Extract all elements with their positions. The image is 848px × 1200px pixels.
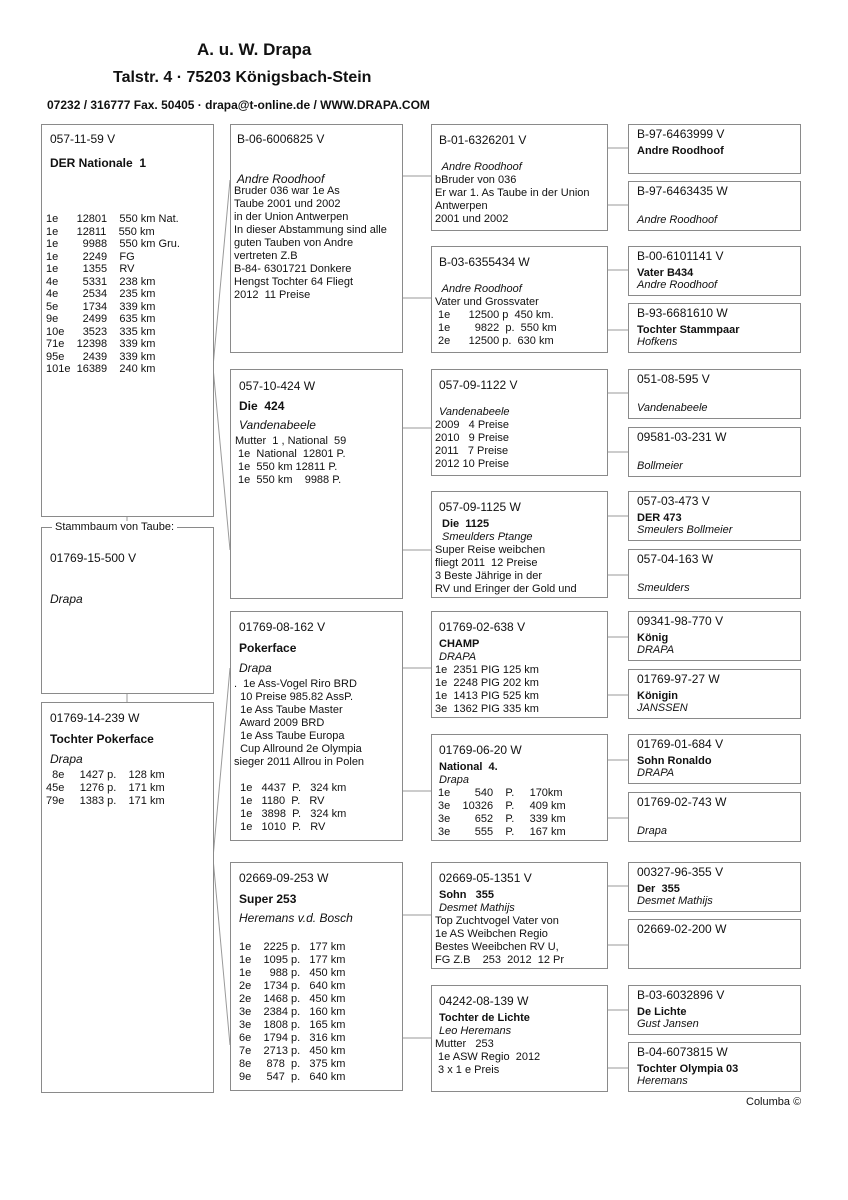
- ring-number: 01769-01-684 V: [637, 737, 724, 751]
- connector-line: [213, 367, 230, 550]
- breeder-name: Andre Roodhoof: [637, 279, 718, 291]
- pedigree-legend: Stammbaum von Taube:: [52, 521, 177, 533]
- text-line: Taube 2001 und 2002: [234, 198, 341, 210]
- text-line: [234, 769, 364, 782]
- ancestor-card[interactable]: [628, 669, 801, 719]
- text-line: 1e 1095 p. 177 km: [239, 954, 346, 966]
- grandparent-card-ff[interactable]: [230, 124, 403, 353]
- text-line: fliegt 2011 12 Preise: [435, 557, 538, 569]
- text-line: Top Zuchtvogel Vater von: [435, 915, 559, 927]
- breeder-name: Smeulders Ptange: [439, 531, 533, 543]
- breeder-name: Vandenabeele: [637, 402, 708, 414]
- great-grandparent-card[interactable]: [431, 369, 608, 476]
- pigeon-name: Der 355: [637, 883, 680, 895]
- ring-number: B-97-6463435 W: [637, 184, 728, 198]
- text-line: 2010 9 Preise: [435, 432, 509, 444]
- text-line: 10e 3523 335 km: [46, 325, 156, 338]
- ancestor-card[interactable]: [628, 246, 801, 296]
- text-line: Er war 1. As Taube in der Union: [435, 187, 590, 199]
- ancestor-card[interactable]: [628, 549, 801, 599]
- breeder-name: Desmet Mathijs: [439, 902, 515, 914]
- pigeon-name: Andre Roodhoof: [637, 145, 724, 157]
- breeder-name: Drapa: [239, 661, 272, 675]
- pigeon-name: CHAMP: [439, 638, 480, 650]
- ring-number: 01769-02-638 V: [439, 620, 526, 634]
- text-line: 3e 555 P. 167 km: [435, 826, 566, 838]
- ancestor-card[interactable]: [628, 181, 801, 231]
- great-grandparent-card[interactable]: [431, 611, 608, 718]
- ring-number: B-00-6101141 V: [637, 249, 724, 263]
- breeder-name: Andre Roodhoof: [439, 283, 522, 295]
- text-line: Bruder 036 war 1e As: [234, 185, 340, 197]
- text-line: 2e 1734 p. 640 km: [239, 980, 346, 992]
- breeder-address: Talstr. 4 · 75203 Königsbach-Stein: [113, 69, 372, 86]
- breeder-name: Leo Heremans: [439, 1025, 512, 1037]
- breeder-name: Hofkens: [637, 336, 678, 348]
- breeder-name: Drapa: [50, 752, 83, 766]
- great-grandparent-card[interactable]: [431, 985, 608, 1092]
- text-line: B-84- 6301721 Donkere: [234, 263, 352, 275]
- text-line: 3e 652 P. 339 km: [435, 813, 566, 825]
- text-line: 95e 2439 339 km: [46, 350, 156, 363]
- pigeon-name: Pokerface: [239, 641, 297, 655]
- connector-line: [213, 180, 230, 367]
- breeder-name: JANSSEN: [637, 702, 688, 714]
- text-line: 2012 10 Preise: [435, 458, 509, 470]
- ring-number: 057-09-1125 W: [439, 500, 521, 514]
- text-line: 1e National 12801 P.: [235, 448, 346, 460]
- pigeon-name: Tochter Olympia 03: [637, 1063, 739, 1075]
- subject-card[interactable]: [41, 527, 214, 694]
- ancestor-card[interactable]: [628, 427, 801, 477]
- text-line: 1e Ass Taube Europa: [234, 730, 345, 742]
- ring-number: 02669-02-200 W: [637, 922, 727, 936]
- breeder-name: Desmet Mathijs: [637, 895, 713, 907]
- text-line: 2e 1468 p. 450 km: [239, 993, 346, 1005]
- ring-number: B-93-6681610 W: [637, 306, 728, 320]
- great-grandparent-card[interactable]: [431, 491, 608, 598]
- ring-number: 01769-15-500 V: [50, 551, 137, 565]
- pigeon-name: DER 473: [637, 512, 682, 524]
- text-line: Cup Allround 2e Olympia: [234, 743, 362, 755]
- great-grandparent-card[interactable]: [431, 246, 608, 353]
- text-line: 1e AS Weibchen Regio: [435, 928, 548, 940]
- ancestor-card[interactable]: [628, 611, 801, 661]
- great-grandparent-card[interactable]: [431, 734, 608, 841]
- breeder-name: Drapa: [637, 825, 667, 837]
- text-line: 3 Beste Jährige in der: [435, 570, 543, 582]
- text-line: Hengst Tochter 64 Fliegt: [234, 276, 354, 288]
- breeder-name: A. u. W. Drapa: [197, 40, 312, 59]
- text-line: 1e 1355 RV: [46, 263, 135, 275]
- breeder-name: Vandenabeele: [439, 406, 510, 418]
- text-line: 1e 1180 P. RV: [234, 795, 325, 807]
- text-line: 3e 10326 P. 409 km: [435, 800, 566, 812]
- ring-number: 02669-05-1351 V: [439, 871, 532, 885]
- text-line: 3e 1362 PIG 335 km: [435, 703, 539, 715]
- breeder-name: Smeulers Bollmeier: [637, 524, 733, 536]
- ancestor-card[interactable]: [628, 369, 801, 419]
- text-line: 1e Ass Taube Master: [234, 704, 343, 716]
- text-line: Mutter 1 , National 59: [235, 435, 347, 447]
- pigeon-name: Super 253: [239, 892, 297, 906]
- ancestor-card[interactable]: [628, 862, 801, 912]
- grandparent-card-mm[interactable]: [230, 862, 403, 1091]
- text-line: 2009 4 Preise: [435, 419, 509, 431]
- text-line: 1e 540 P. 170km: [435, 787, 563, 799]
- text-line: 3e 1808 p. 165 km: [239, 1019, 346, 1031]
- text-line: In dieser Abstammung sind alle: [234, 224, 387, 236]
- ring-number: 01769-14-239 W: [50, 711, 140, 725]
- text-line: 1e 12811 550 km: [46, 225, 155, 238]
- text-line: 1e 988 p. 450 km: [239, 967, 346, 979]
- results-list: [46, 769, 165, 808]
- breeder-name: DRAPA: [637, 644, 675, 656]
- text-line: 9e 547 p. 640 km: [239, 1071, 346, 1083]
- ring-number: 09581-03-231 W: [637, 430, 727, 444]
- pigeon-name: DER Nationale 1: [50, 156, 147, 170]
- ring-number: 051-08-595 V: [637, 372, 710, 386]
- text-line: Bestes Weeibchen RV U,: [435, 941, 559, 953]
- breeder-name: Smeulders: [637, 582, 690, 594]
- text-line: 45e 1276 p. 171 km: [46, 782, 165, 794]
- breeder-name: DRAPA: [439, 651, 477, 663]
- text-line: 1e 12801 550 km Nat.: [46, 213, 179, 225]
- great-grandparent-card[interactable]: [431, 124, 608, 231]
- ring-number: 057-10-424 W: [239, 379, 316, 393]
- ancestor-card[interactable]: [628, 491, 801, 541]
- text-line: 3 x 1 e Preis: [435, 1064, 500, 1076]
- breeder-name: Drapa: [439, 774, 469, 786]
- ancestor-card[interactable]: [628, 919, 801, 969]
- text-line: 1e 550 km 12811 P.: [235, 461, 338, 473]
- text-line: 4e 5331 238 km: [46, 275, 156, 288]
- text-line: RV und Eringer der Gold und: [435, 583, 577, 595]
- text-line: Vater und Grossvater: [435, 296, 539, 308]
- text-line: 5e 1734 339 km: [46, 300, 156, 313]
- breeder-contact: 07232 / 316777 Fax. 50405 · drapa@t-online.de / WWW.DRAPA.COM: [47, 98, 430, 112]
- text-line: 1e 9822 p. 550 km: [435, 322, 557, 334]
- text-line: Antwerpen: [435, 200, 488, 212]
- pigeon-name: Tochter Stammpaar: [637, 324, 740, 336]
- ring-number: 057-11-59 V: [50, 132, 116, 146]
- text-line: 101e 16389 240 km: [46, 363, 156, 375]
- pigeon-name: Vater B434: [637, 267, 694, 279]
- connector-line: [213, 668, 230, 858]
- copyright-footer: Columba ©: [746, 1096, 802, 1108]
- pigeon-name: De Lichte: [637, 1006, 687, 1018]
- text-line: 8e 878 p. 375 km: [239, 1058, 346, 1070]
- ring-number: 04242-08-139 W: [439, 994, 529, 1008]
- mother-card[interactable]: [41, 702, 214, 1093]
- text-line: 2012 11 Preise: [234, 289, 311, 301]
- text-line: 1e 12500 p 450 km.: [435, 309, 554, 321]
- pigeon-name: Tochter de Lichte: [439, 1012, 530, 1024]
- text-line: 1e 2249 FG: [46, 250, 135, 263]
- breeder-name: Drapa: [50, 592, 83, 606]
- pigeon-name: Tochter Pokerface: [50, 732, 154, 746]
- ring-number: B-04-6073815 W: [637, 1045, 728, 1059]
- pigeon-name: König: [637, 632, 669, 644]
- ring-number: B-01-6326201 V: [439, 133, 527, 147]
- text-line: 1e 2248 PIG 202 km: [435, 677, 539, 689]
- breeder-name: Bollmeier: [637, 460, 683, 472]
- results-list: [46, 213, 180, 376]
- ring-number: 09341-98-770 V: [637, 614, 724, 628]
- text-line: 7e 2713 p. 450 km: [239, 1045, 346, 1057]
- ring-number: B-03-6355434 W: [439, 255, 530, 269]
- ancestor-card[interactable]: [628, 985, 801, 1035]
- pigeon-name: Sohn 355: [439, 889, 495, 901]
- text-line: Mutter 253: [435, 1038, 494, 1050]
- grandparent-card-mf[interactable]: [230, 611, 403, 841]
- ring-number: 01769-97-27 W: [637, 672, 720, 686]
- notes: [234, 678, 364, 834]
- breeder-name: Andre Roodhoof: [439, 161, 522, 173]
- text-line: Super Reise weibchen: [435, 544, 546, 556]
- ring-number: 057-03-473 V: [637, 494, 710, 508]
- text-line: 1e 4437 P. 324 km: [234, 782, 347, 794]
- breeder-name: DRAPA: [637, 767, 675, 779]
- ring-number: B-03-6032896 V: [637, 988, 725, 1002]
- text-line: 4e 2534 235 km: [46, 288, 156, 300]
- text-line: 2011 7 Preise: [435, 445, 509, 457]
- notes: [235, 435, 346, 487]
- breeder-name: Heremans v.d. Bosch: [239, 911, 353, 925]
- text-line: bBruder von 036: [435, 174, 517, 186]
- ancestor-card[interactable]: [628, 303, 801, 353]
- pigeon-name: Sohn Ronaldo: [637, 755, 712, 767]
- grandparent-card-fm[interactable]: [230, 369, 403, 599]
- text-line: vertreten Z.B: [234, 250, 298, 262]
- connector-line: [213, 858, 230, 1045]
- ring-number: B-06-6006825 V: [237, 132, 325, 146]
- text-line: 1e 2351 PIG 125 km: [435, 664, 539, 676]
- breeder-name: Vandenabeele: [239, 418, 316, 432]
- text-line: in der Union Antwerpen: [234, 211, 349, 223]
- notes: [234, 185, 387, 302]
- ring-number: 01769-08-162 V: [239, 620, 326, 634]
- pigeon-name: Königin: [637, 690, 678, 702]
- text-line: 71e 12398 339 km: [46, 338, 156, 350]
- ancestor-card[interactable]: [628, 1042, 801, 1092]
- ring-number: B-97-6463999 V: [637, 127, 725, 141]
- text-line: 8e 1427 p. 128 km: [46, 769, 165, 781]
- ancestor-card[interactable]: [628, 734, 801, 784]
- text-line: 1e 2225 p. 177 km: [239, 941, 346, 953]
- text-line: 2e 12500 p. 630 km: [435, 335, 554, 347]
- pigeon-name: Die 1125: [439, 518, 490, 530]
- text-line: 1e 1413 PIG 525 km: [435, 690, 539, 702]
- text-line: 3e 2384 p. 160 km: [239, 1006, 346, 1018]
- pigeon-name: Die 424: [239, 399, 285, 413]
- ring-number: 02669-09-253 W: [239, 871, 329, 885]
- text-line: 1e 550 km 9988 P.: [235, 474, 342, 486]
- text-line: guten Tauben von Andre: [234, 237, 354, 249]
- notes: [239, 941, 345, 1084]
- breeder-name: Gust Jansen: [637, 1018, 699, 1030]
- breeder-name: Heremans: [637, 1075, 688, 1087]
- text-line: Award 2009 BRD: [234, 717, 325, 729]
- ring-number: 01769-02-743 W: [637, 795, 727, 809]
- text-line: 9e 2499 635 km: [46, 313, 156, 325]
- text-line: sieger 2011 Allrou in Polen: [234, 756, 365, 768]
- text-line: . 1e Ass-Vogel Riro BRD: [234, 678, 357, 690]
- breeder-name: Andre Roodhoof: [637, 214, 718, 226]
- great-grandparent-card[interactable]: [431, 862, 608, 969]
- text-line: 1e 9988 550 km Gru.: [46, 238, 180, 250]
- pigeon-name: National 4.: [439, 761, 498, 773]
- text-line: 2001 und 2002: [435, 213, 509, 225]
- ring-number: 057-09-1122 V: [439, 378, 518, 392]
- ring-number: 057-04-163 W: [637, 552, 714, 566]
- text-line: 1e 1010 P. RV: [234, 821, 326, 833]
- text-line: FG Z.B 253 2012 12 Pr: [435, 954, 565, 966]
- text-line: 10 Preise 985.82 AssP.: [234, 691, 354, 703]
- ancestor-card[interactable]: [628, 124, 801, 174]
- text-line: 6e 1794 p. 316 km: [239, 1032, 346, 1044]
- father-card[interactable]: [41, 124, 214, 517]
- breeder-name: Andre Roodhoof: [234, 172, 325, 186]
- ancestor-card[interactable]: [628, 792, 801, 842]
- ring-number: 01769-06-20 W: [439, 743, 522, 757]
- ring-number: 00327-96-355 V: [637, 865, 724, 879]
- text-line: 1e ASW Regio 2012: [435, 1051, 541, 1063]
- text-line: 1e 3898 P. 324 km: [234, 808, 347, 820]
- text-line: 79e 1383 p. 171 km: [46, 795, 165, 807]
